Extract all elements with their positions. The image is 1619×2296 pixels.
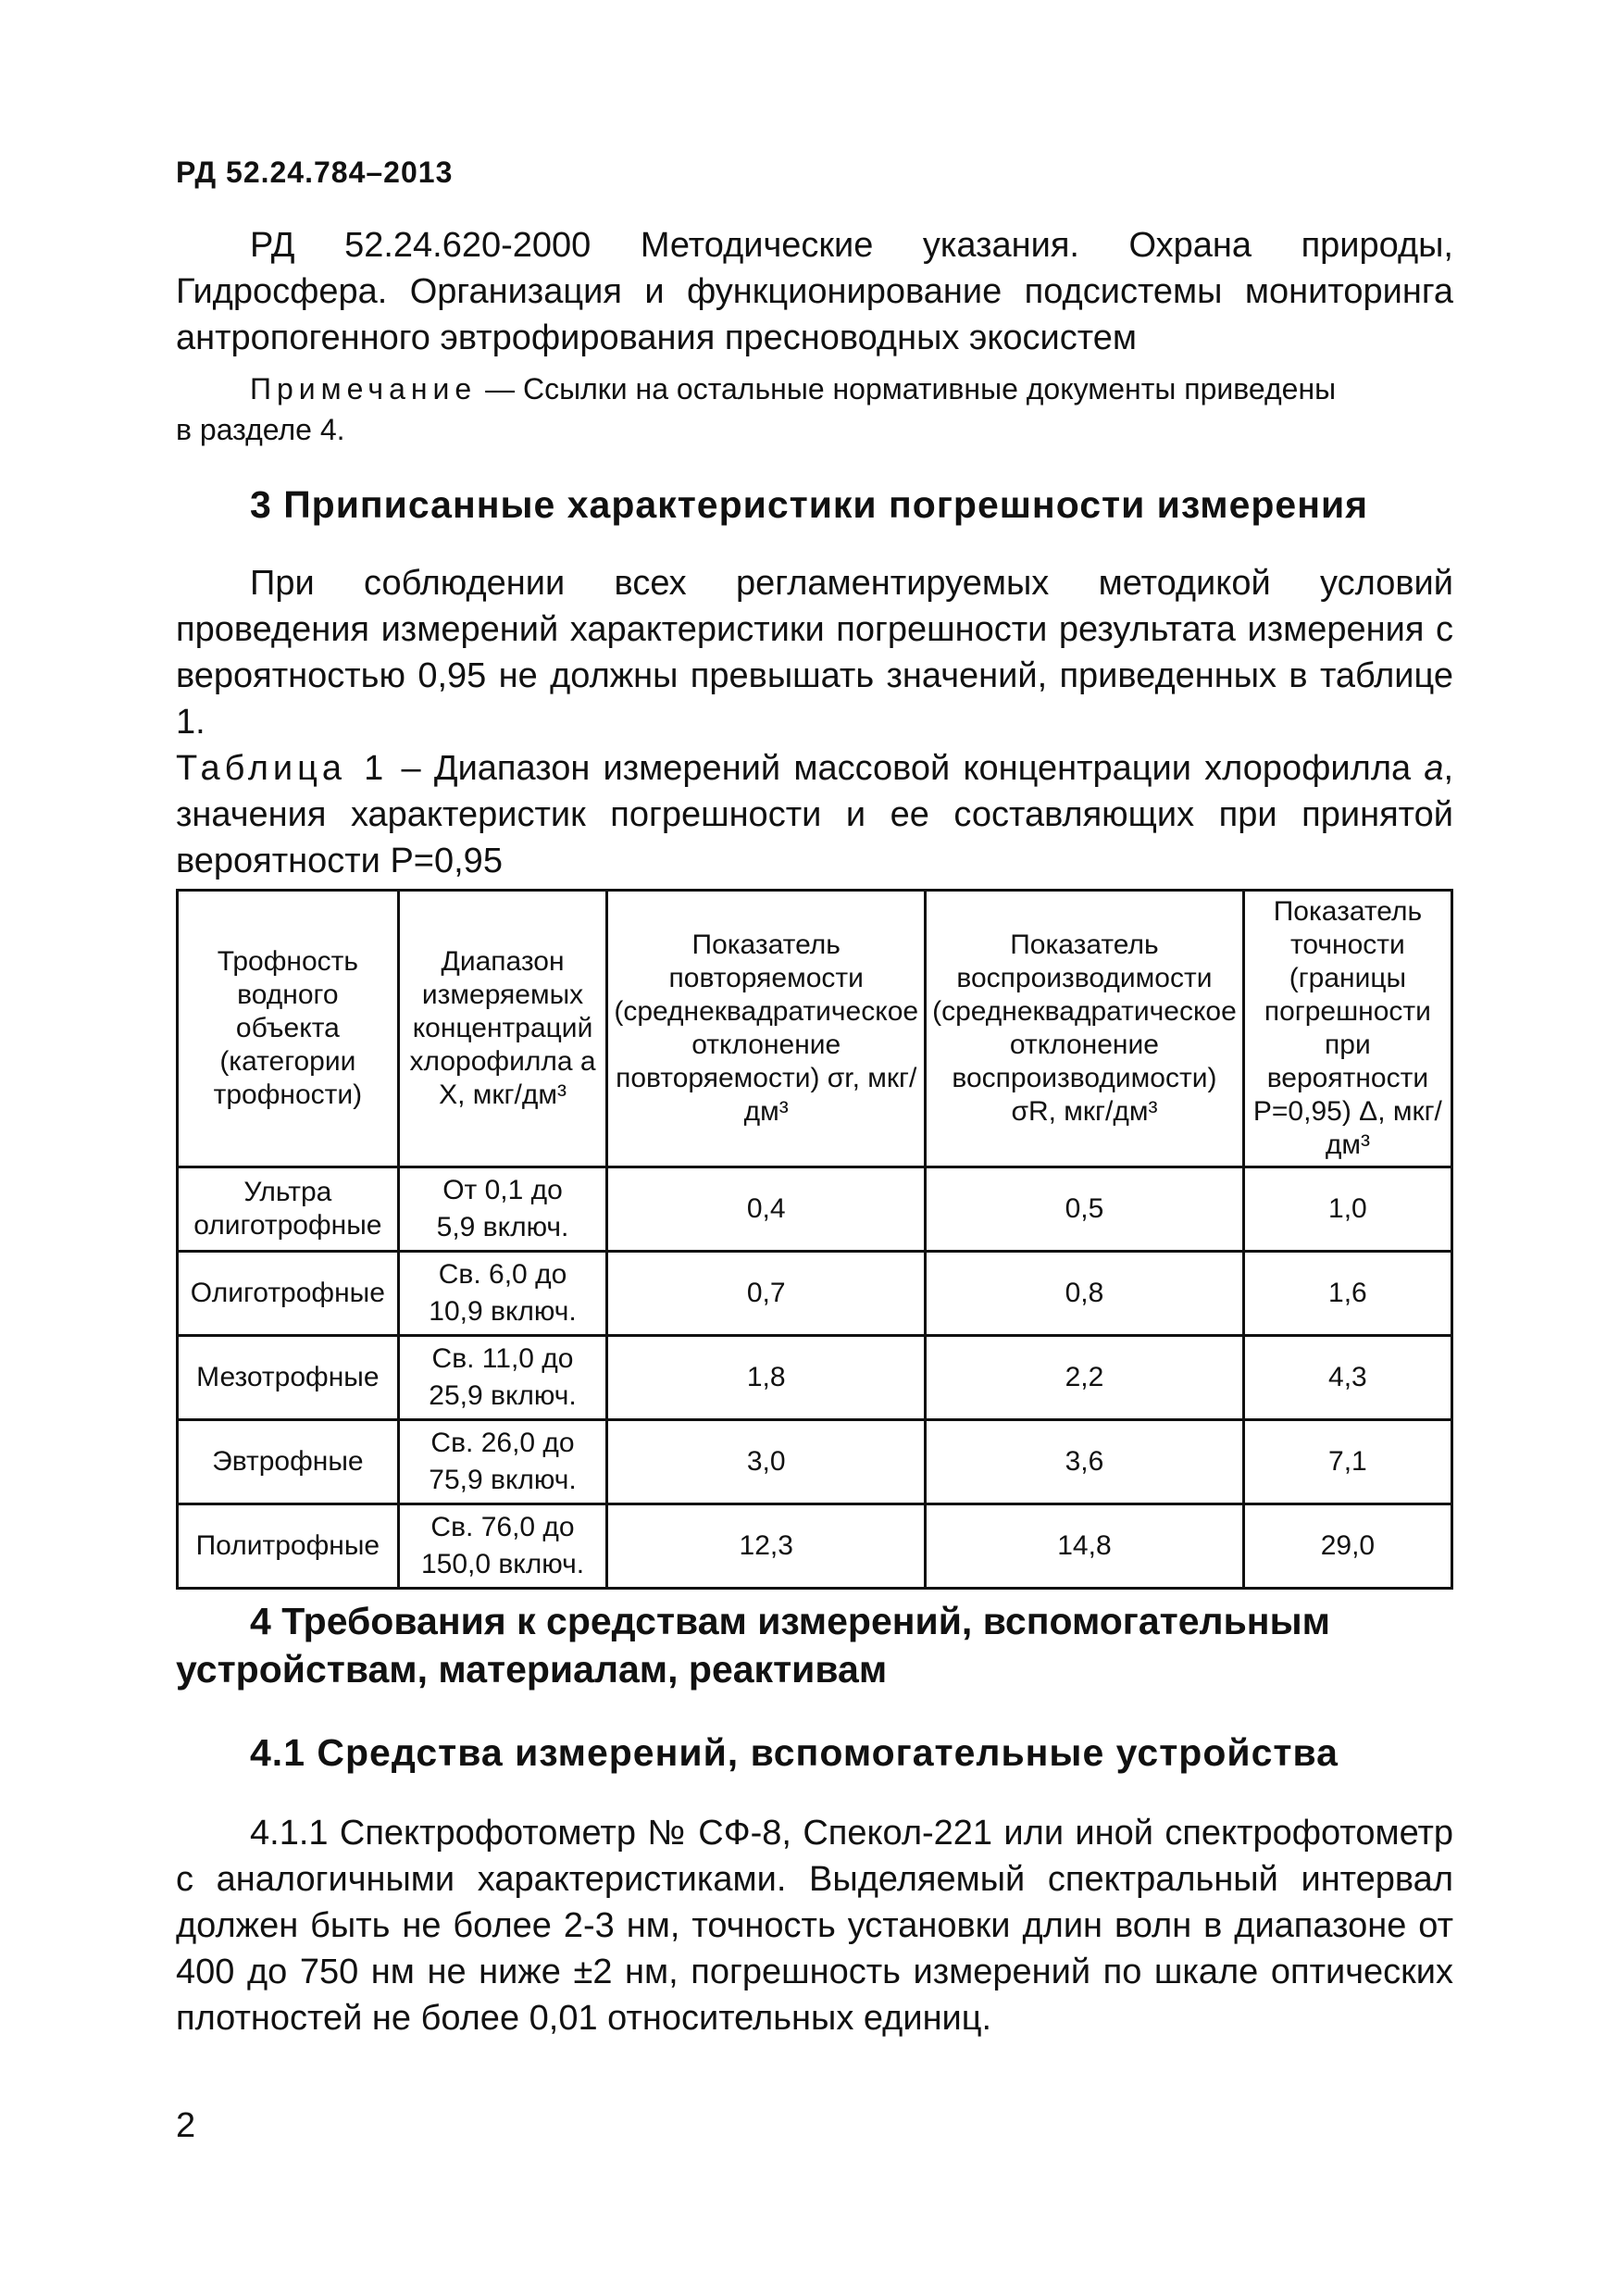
cell-sigma-R: 14,8: [926, 1504, 1244, 1589]
header-trophic: Трофность водного объекта (категории трофности): [178, 891, 399, 1167]
cell-sigma-r: 1,8: [607, 1336, 926, 1420]
page-number: 2: [176, 2106, 196, 2145]
caption-italic: а: [1424, 749, 1444, 788]
cell-range: [398, 1420, 607, 1504]
cell-range: [398, 1336, 607, 1420]
range-from: Св. 26,0 до: [430, 1428, 575, 1458]
cell-trophic: Ультра олиготрофные: [178, 1167, 399, 1252]
header-repeatability: Показатель повторяемости (среднеквадратическое отклонение повторяемости) σr, мкг/дм³: [607, 891, 926, 1167]
cell-delta: 4,3: [1243, 1336, 1451, 1420]
cell-delta: 1,0: [1243, 1167, 1451, 1252]
cell-range: [398, 1504, 607, 1589]
cell-trophic: Эвтрофные: [178, 1420, 399, 1504]
note-text-line1: — Ссылки на остальные нормативные документы приведены: [477, 372, 1337, 406]
section-4-1-heading: 4.1 Средства измерений, вспомогательные устройства: [250, 1731, 1339, 1774]
cell-sigma-R: 0,5: [926, 1167, 1244, 1252]
cell-range: [398, 1252, 607, 1336]
table-1-caption: [176, 745, 1453, 884]
range-to: 25,9 включ.: [429, 1380, 577, 1411]
range-from: Св. 11,0 до: [431, 1343, 574, 1374]
cell-trophic: Политрофные: [178, 1504, 399, 1589]
reference-paragraph: РД 52.24.620-2000 Методические указания. Охрана природы, Гидросфера. Организация и функционирование подсистемы мониторинга антропогенного эвтрофирования пресноводных экосистем: [176, 226, 1453, 357]
table-row: [178, 1252, 1452, 1336]
range-to: 75,9 включ.: [429, 1465, 577, 1495]
note: [250, 368, 1453, 409]
cell-sigma-r: 12,3: [607, 1504, 926, 1589]
cell-sigma-R: 0,8: [926, 1252, 1244, 1336]
cell-sigma-r: 3,0: [607, 1420, 926, 1504]
cell-delta: 29,0: [1243, 1504, 1451, 1589]
header-range: Диапазон измеряемых концентраций хлорофилла а X, мкг/дм³: [398, 891, 607, 1167]
header-reproducibility: Показатель воспроизводимости (среднеквадратическое отклонение воспроизводимости) σR, мкг/дм³: [926, 891, 1244, 1167]
cell-range: [398, 1167, 607, 1252]
section-3-heading: 3 Приписанные характеристики погрешности измерения: [250, 483, 1369, 526]
table-1: [176, 889, 1453, 1590]
range-from: Св. 6,0 до: [438, 1259, 567, 1290]
caption-text-2: , значения характеристик погрешности и ее составляющих при принятой вероятности Р=0,95: [176, 749, 1454, 880]
table-row: [178, 1336, 1452, 1420]
cell-delta: 1,6: [1243, 1252, 1451, 1336]
section-3-paragraph: При соблюдении всех регламентируемых методикой условий проведения измерений характеристики погрешности результата измерения с вероятностью 0,95 не должны превышать значений, приведенных в таблице 1.: [176, 564, 1453, 742]
cell-trophic: Мезотрофные: [178, 1336, 399, 1420]
range-from: От 0,1 до: [442, 1175, 563, 1205]
table-header-row: [178, 891, 1452, 1167]
table-row: [178, 1420, 1452, 1504]
cell-delta: 7,1: [1243, 1420, 1451, 1504]
header-accuracy: Показатель точности (границы погрешности при вероятности Р=0,95) Δ, мкг/дм³: [1243, 891, 1451, 1167]
note-text-line2: в разделе 4.: [176, 413, 345, 446]
note-label: Примечание: [250, 372, 478, 406]
range-from: Св. 76,0 до: [430, 1512, 575, 1542]
range-to: 10,9 включ.: [429, 1296, 577, 1327]
caption-text-1: – Диапазон измерений массовой концентрации хлорофилла: [388, 749, 1425, 788]
paragraph-4-1-1: 4.1.1 Спектрофотометр № СФ-8, Спекол-221 или иной спектрофотометр с аналогичными характеристиками. Выделяемый спектральный интервал должен быть не более 2-3 нм, точность установки длин волн в диапазоне от 400 до 750 нм не ниже ±2 нм, погрешность измерений по шкале оптических плотностей не более 0,01 относительных единиц.: [176, 1814, 1453, 2038]
range-to: 5,9 включ.: [436, 1212, 569, 1242]
cell-sigma-R: 3,6: [926, 1420, 1244, 1504]
cell-sigma-r: 0,4: [607, 1167, 926, 1252]
table-row: [178, 1167, 1452, 1252]
table-1-label: Таблица 1: [176, 749, 389, 788]
table-row: [178, 1504, 1452, 1589]
cell-trophic: Олиготрофные: [178, 1252, 399, 1336]
document-code: РД 52.24.784–2013: [176, 156, 454, 189]
range-to: 150,0 включ.: [420, 1549, 585, 1579]
cell-sigma-r: 0,7: [607, 1252, 926, 1336]
section-4-heading: 4 Требования к средствам измерений, вспомогательным устройствам, материалам, реактивам: [176, 1600, 1330, 1691]
cell-sigma-R: 2,2: [926, 1336, 1244, 1420]
